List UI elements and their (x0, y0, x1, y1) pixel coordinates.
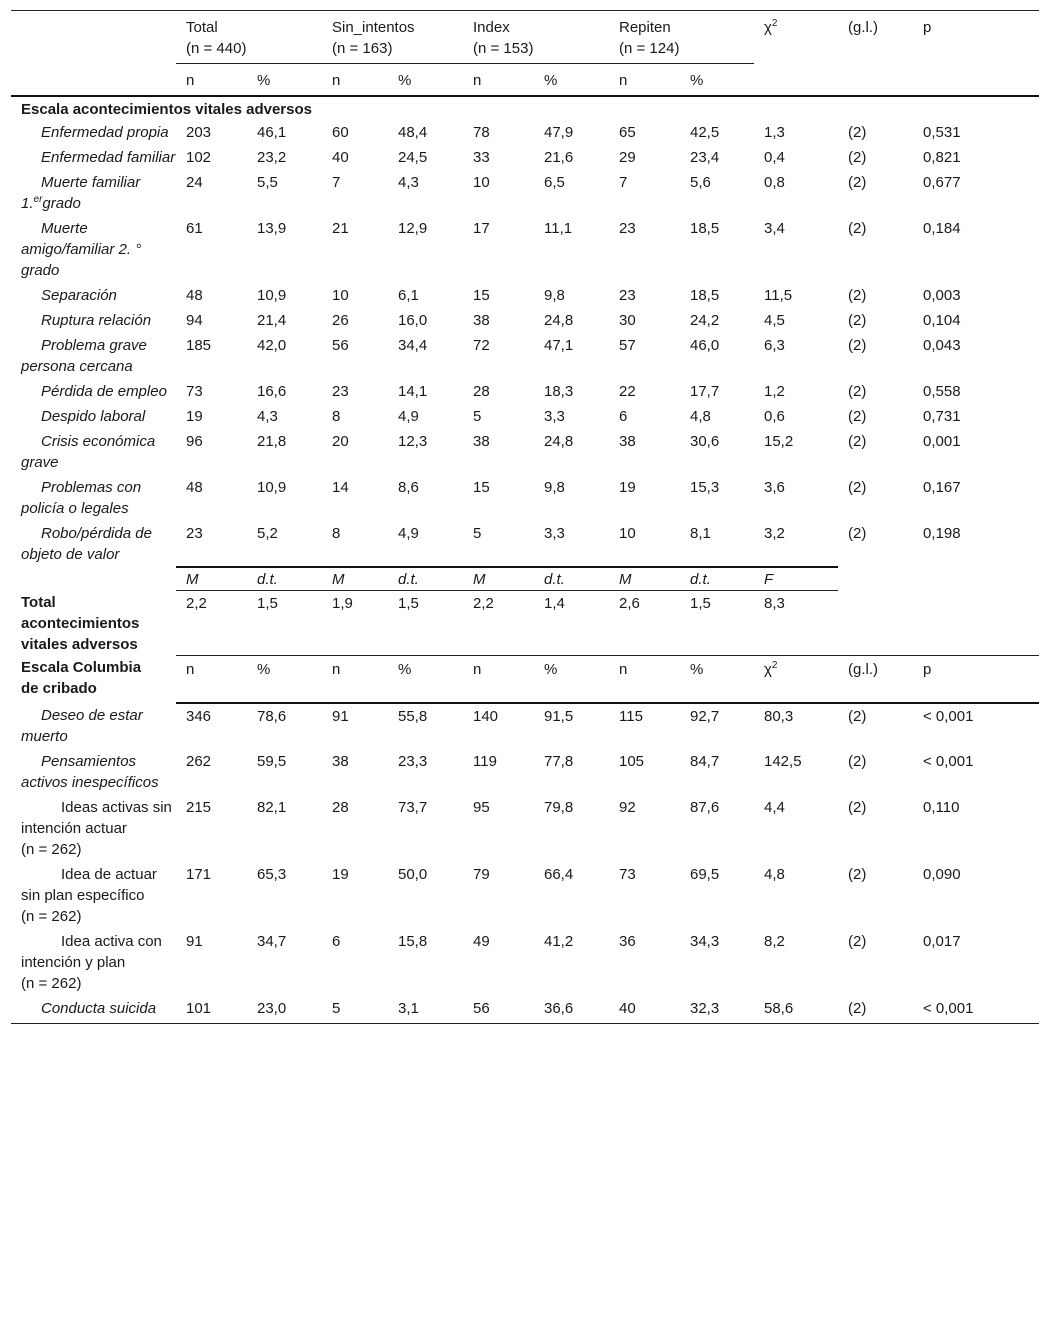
cell-value: 20 (332, 432, 349, 450)
cell-value: 42,5 (690, 123, 720, 141)
group-header-index: Index (n = 153) (463, 11, 609, 64)
cell-value: 72 (473, 336, 490, 354)
cell-value: 262 (186, 753, 212, 770)
cell-value: (2) (848, 866, 867, 883)
row-label: Muerte amigo/familiar 2. ° grado (21, 219, 142, 279)
cell-value: 46,1 (257, 123, 287, 141)
p-header: p (913, 11, 1039, 64)
cell-value: 0,167 (923, 478, 961, 496)
results-table (11, 10, 1039, 1024)
cell-value: 23,0 (247, 996, 322, 1024)
pct-header: % (388, 64, 463, 96)
cell-value: 15,3 (690, 478, 720, 496)
table-row (11, 862, 1039, 929)
cell-value: 6,1 (398, 286, 419, 304)
cell-value: 18,5 (690, 219, 720, 237)
cell-value: 24 (186, 173, 203, 191)
table-row (11, 283, 1039, 308)
cell-value: 23,4 (690, 148, 720, 166)
table-row (11, 170, 1039, 216)
cell-value: 33 (473, 148, 490, 166)
cell-value: 0,184 (923, 219, 961, 237)
cell-value: 8 (332, 524, 341, 542)
cell-value: (2) (848, 753, 867, 770)
cell-value: 4,9 (398, 407, 419, 425)
cell-value: 15 (473, 286, 490, 304)
cell-value: 92,7 (690, 708, 720, 725)
cell-value: 101 (176, 996, 247, 1024)
cell-value: 102 (186, 148, 212, 166)
cell-value: 4,5 (764, 311, 785, 329)
cell-value: 9,8 (544, 286, 565, 304)
row-label: Idea de actuar sin plan específico (n = 262) (21, 866, 157, 925)
cell-value: 5,2 (257, 524, 278, 542)
cell-value: 14 (332, 478, 349, 496)
cell-value: 5 (322, 996, 388, 1024)
cell-value: 80,3 (764, 708, 794, 725)
cell-value: 28 (332, 799, 349, 816)
cell-value: 11,1 (544, 219, 573, 237)
cell-value: (2) (848, 478, 867, 496)
cell-value: 65 (619, 123, 636, 141)
row-label: Conducta suicida (11, 996, 176, 1024)
cell-value: (2) (848, 799, 867, 816)
cell-value: 65,3 (257, 866, 287, 883)
cell-value: 26 (332, 311, 349, 329)
cell-value: 10,9 (257, 478, 287, 496)
cell-value: < 0,001 (923, 753, 974, 770)
cell-value: 56 (332, 336, 349, 354)
sd-header: d.t. (247, 567, 322, 591)
chi-header: $\chi^2$ (754, 11, 838, 64)
cell-value: 38 (619, 432, 636, 450)
cell-value: 94 (186, 311, 203, 329)
cell-value: 2,2 (473, 594, 494, 612)
cell-value: (2) (848, 933, 867, 950)
cell-value: 15,2 (764, 432, 794, 450)
cell-value: 0,731 (923, 407, 961, 425)
n-header: n (322, 655, 388, 703)
cell-value: 346 (186, 708, 212, 725)
pct-header: % (247, 655, 322, 703)
total-row-label: Total acontecimientos vitales adversos (21, 594, 140, 653)
cell-value: 19 (186, 407, 203, 425)
cell-value: 10 (619, 524, 636, 542)
cell-value: 8 (332, 407, 341, 425)
cell-value: 171 (186, 866, 212, 883)
cell-value: 30 (619, 311, 636, 329)
pct-header: % (534, 655, 609, 703)
cell-value: 18,5 (690, 286, 720, 304)
cell-value: 14,1 (398, 382, 428, 400)
row-label: Problema grave persona cercana (21, 336, 147, 375)
n-header: n (322, 64, 388, 96)
cell-value: 23,2 (257, 148, 287, 166)
cell-value: 5 (473, 524, 482, 542)
group-header-total: Total (n = 440) (176, 11, 322, 64)
cell-value: 59,5 (257, 753, 287, 770)
group-header-repiten: Repiten (n = 124) (609, 11, 754, 64)
sd-header: d.t. (388, 567, 463, 591)
n-header: n (463, 64, 534, 96)
gl-header: (g.l.) (838, 11, 913, 64)
cell-value: 115 (619, 708, 643, 725)
p-header: p (913, 655, 1039, 703)
cell-value: 55,8 (398, 708, 428, 725)
cell-value: 4,8 (764, 866, 785, 883)
cell-value: 36 (619, 933, 636, 950)
f-header: F (754, 567, 838, 591)
n-header: n (176, 64, 247, 96)
cell-value: 9,8 (544, 478, 565, 496)
cell-value: 42,0 (257, 336, 287, 354)
mean-header: M (176, 567, 247, 591)
cell-value: 87,6 (690, 799, 720, 816)
cell-value: 41,2 (544, 933, 574, 950)
cell-value: 12,9 (398, 219, 428, 237)
cell-value: 78,6 (257, 708, 287, 725)
cell-value: 0,104 (923, 311, 961, 329)
table-row (11, 749, 1039, 795)
mean-header: M (463, 567, 534, 591)
cell-value: 8,3 (764, 594, 785, 612)
cell-value: 66,4 (544, 866, 574, 883)
cell-value: 0,558 (923, 382, 961, 400)
cell-value: 38 (473, 311, 490, 329)
pct-header: % (247, 64, 322, 96)
cell-value: (2) (848, 336, 867, 354)
cell-value: 1,2 (764, 382, 785, 400)
table-body (11, 11, 1039, 1024)
table-row (11, 379, 1039, 404)
cell-value: 1,5 (690, 594, 711, 612)
cell-value: 21,4 (257, 311, 287, 329)
cell-value: 0,017 (923, 933, 961, 950)
table-row (11, 308, 1039, 333)
cell-value: 4,3 (398, 173, 419, 191)
cell-value: 15,8 (398, 933, 428, 950)
row-label: Separación (41, 286, 117, 304)
cell-value: 3,2 (764, 524, 785, 542)
header-row-n-pct (11, 64, 1039, 96)
cell-value: 16,0 (398, 311, 428, 329)
n-header: n (609, 655, 680, 703)
cell-value: 6 (619, 407, 628, 425)
cell-value: 38 (332, 753, 349, 770)
table-row (11, 120, 1039, 145)
cell-value: 8,1 (690, 524, 711, 542)
cell-value: 30,6 (690, 432, 720, 450)
cell-value: 5 (473, 407, 482, 425)
row-label: Pensamientos activos inespecíficos (21, 753, 159, 791)
cell-value: 36,6 (534, 996, 609, 1024)
row-label: Muerte familiar 1.$^{er}$grado (21, 173, 141, 212)
cell-value: 96 (186, 432, 203, 450)
cell-value: (2) (848, 286, 867, 304)
row-label: Ruptura relación (41, 311, 152, 329)
row-label: Enfermedad familiar (41, 148, 176, 166)
cell-value: 2,2 (186, 594, 207, 612)
cell-value: 40 (609, 996, 680, 1024)
cell-value: 24,2 (690, 311, 720, 329)
sd-header: d.t. (680, 567, 754, 591)
row-label: Robo/pérdida de objeto de valor (21, 524, 152, 563)
cell-value: 215 (186, 799, 212, 816)
cell-value: 61 (186, 219, 203, 237)
cell-value: 79 (473, 866, 490, 883)
table-row (11, 404, 1039, 429)
cell-value: 73,7 (398, 799, 428, 816)
row-label: Despido laboral (41, 407, 146, 425)
cell-value: 10 (473, 173, 490, 191)
table-row (11, 216, 1039, 283)
cell-value: 24,8 (544, 432, 574, 450)
cell-value: 0,198 (923, 524, 961, 542)
cell-value: 23 (619, 286, 636, 304)
cell-value: < 0,001 (923, 708, 974, 725)
section2-header-row (11, 655, 1039, 703)
cell-value: 10 (332, 286, 349, 304)
n-header: n (176, 655, 247, 703)
pct-header: % (388, 655, 463, 703)
cell-value: 48,4 (398, 123, 428, 141)
table-row (11, 795, 1039, 862)
table-row (11, 475, 1039, 521)
cell-value: (2) (848, 382, 867, 400)
cell-value: 185 (186, 336, 212, 354)
cell-value: 7 (619, 173, 628, 191)
cell-value: 17,7 (690, 382, 720, 400)
table-row (11, 996, 1039, 1024)
cell-value: (2) (848, 311, 867, 329)
cell-value: 15 (473, 478, 490, 496)
cell-value: 69,5 (690, 866, 720, 883)
cell-value: 91 (186, 933, 203, 950)
cell-value: 105 (619, 753, 645, 770)
cell-value: 23 (332, 382, 349, 400)
cell-value: 13,9 (257, 219, 287, 237)
cell-value: 48 (186, 478, 203, 496)
cell-value: 8,6 (398, 478, 419, 496)
cell-value: 28 (473, 382, 490, 400)
cell-value: (2) (848, 148, 867, 166)
cell-value: (2) (848, 173, 867, 191)
cell-value: 24,5 (398, 148, 428, 166)
cell-value: 21,8 (257, 432, 287, 450)
table-row (11, 145, 1039, 170)
cell-value: 18,3 (544, 382, 574, 400)
pct-header: % (680, 64, 754, 96)
table-row (11, 333, 1039, 379)
cell-value: 91,5 (544, 708, 574, 725)
cell-value: 82,1 (257, 799, 287, 816)
cell-value: 92 (619, 799, 636, 816)
cell-value: 23 (186, 524, 203, 542)
row-label: Ideas activas sin intención actuar (n = 262) (21, 799, 172, 858)
n-header: n (463, 655, 534, 703)
sd-header: d.t. (534, 567, 609, 591)
cell-value: 29 (619, 148, 636, 166)
cell-value: 6 (332, 933, 341, 950)
cell-value: 60 (332, 123, 349, 141)
cell-value: (2) (838, 996, 913, 1024)
group-header-sin-intentos: Sin_intentos (n = 163) (322, 11, 463, 64)
table-row (11, 521, 1039, 567)
cell-value: 21 (332, 219, 349, 237)
cell-value: (2) (848, 524, 867, 542)
row-label: Pérdida de empleo (41, 382, 167, 400)
header-row-groups (11, 11, 1039, 64)
cell-value: 0,531 (923, 123, 961, 141)
cell-value: (2) (848, 432, 867, 450)
cell-value: (2) (848, 219, 867, 237)
cell-value: 48 (186, 286, 203, 304)
cell-value: 49 (473, 933, 490, 950)
cell-value: 47,1 (544, 336, 574, 354)
cell-value: 4,8 (690, 407, 711, 425)
cell-value: (2) (848, 407, 867, 425)
cell-value: 3,1 (388, 996, 463, 1024)
row-label: Problemas con policía o legales (21, 478, 142, 517)
cell-value: 0,6 (764, 407, 785, 425)
section1-title: Escala acontecimientos vitales adversos (21, 100, 312, 118)
table-row (11, 703, 1039, 749)
pct-header: % (534, 64, 609, 96)
cell-value: 12,3 (398, 432, 428, 450)
cell-value: 0,001 (923, 432, 961, 450)
row-label: Enfermedad propia (41, 123, 169, 141)
cell-value: 3,3 (544, 407, 565, 425)
cell-value: 1,3 (764, 123, 785, 141)
cell-value: 4,3 (257, 407, 278, 425)
cell-value: 0,821 (923, 148, 961, 166)
pct-header: % (680, 655, 754, 703)
row-label: Idea activa con intención y plan (n = 262) (21, 933, 162, 992)
cell-value: 47,9 (544, 123, 574, 141)
cell-value: 95 (473, 799, 490, 816)
cell-value: 0,003 (923, 286, 961, 304)
cell-value: 32,3 (680, 996, 754, 1024)
cell-value: 16,6 (257, 382, 287, 400)
cell-value: (2) (848, 123, 867, 141)
row-label: Crisis económica grave (21, 432, 156, 471)
cell-value: 3,4 (764, 219, 785, 237)
cell-value: 58,6 (754, 996, 838, 1024)
cell-value: 0,110 (923, 799, 960, 816)
cell-value: < 0,001 (913, 996, 1039, 1024)
cell-value: 1,4 (544, 594, 565, 612)
section2-title: Escala Columbia de cribado (21, 659, 142, 697)
chi-header: $\chi^2$ (754, 655, 838, 703)
cell-value: 0,4 (764, 148, 785, 166)
cell-value: 1,9 (332, 594, 353, 612)
table-row (11, 929, 1039, 996)
cell-value: 46,0 (690, 336, 720, 354)
cell-value: 23 (619, 219, 636, 237)
cell-value: 34,3 (690, 933, 720, 950)
cell-value: 56 (463, 996, 534, 1024)
cell-value: 1,5 (398, 594, 419, 612)
cell-value: 57 (619, 336, 636, 354)
cell-value: 21,6 (544, 148, 574, 166)
mean-header: M (609, 567, 680, 591)
cell-value: 73 (619, 866, 636, 883)
cell-value: 5,6 (690, 173, 711, 191)
cell-value: 7 (332, 173, 341, 191)
cell-value: 34,7 (257, 933, 287, 950)
cell-value: 79,8 (544, 799, 574, 816)
cell-value: 34,4 (398, 336, 428, 354)
cell-value: 17 (473, 219, 490, 237)
cell-value: 203 (186, 123, 212, 141)
cell-value: 4,4 (764, 799, 785, 816)
mean-header-row (11, 567, 1039, 591)
cell-value: 6,5 (544, 173, 565, 191)
cell-value: 38 (473, 432, 490, 450)
cell-value: 19 (619, 478, 636, 496)
cell-value: 1,5 (257, 594, 278, 612)
cell-value: 11,5 (764, 286, 793, 304)
table-row (11, 429, 1039, 475)
cell-value: 0,043 (923, 336, 961, 354)
cell-value: 22 (619, 382, 636, 400)
row-label: Deseo de estar muerto (21, 707, 143, 745)
cell-value: 50,0 (398, 866, 428, 883)
cell-value: (2) (848, 708, 867, 725)
cell-value: 84,7 (690, 753, 720, 770)
cell-value: 0,677 (923, 173, 961, 191)
cell-value: 6,3 (764, 336, 785, 354)
cell-value: 2,6 (619, 594, 640, 612)
cell-value: 77,8 (544, 753, 574, 770)
cell-value: 140 (473, 708, 499, 725)
cell-value: 40 (332, 148, 349, 166)
cell-value: 73 (186, 382, 203, 400)
cell-value: 91 (332, 708, 349, 725)
cell-value: 5,5 (257, 173, 278, 191)
n-header: n (609, 64, 680, 96)
cell-value: 23,3 (398, 753, 428, 770)
cell-value: 3,3 (544, 524, 565, 542)
cell-value: 4,9 (398, 524, 419, 542)
cell-value: 8,2 (764, 933, 785, 950)
cell-value: 142,5 (764, 753, 802, 770)
cell-value: 24,8 (544, 311, 574, 329)
cell-value: 3,6 (764, 478, 785, 496)
cell-value: 0,8 (764, 173, 785, 191)
mean-header: M (322, 567, 388, 591)
cell-value: 119 (473, 753, 497, 770)
total-row (11, 590, 1039, 655)
cell-value: 78 (473, 123, 490, 141)
cell-value: 19 (332, 866, 349, 883)
cell-value: 10,9 (257, 286, 287, 304)
gl-header: (g.l.) (838, 655, 913, 703)
cell-value: 0,090 (923, 866, 961, 883)
section1-title-row (11, 96, 1039, 120)
